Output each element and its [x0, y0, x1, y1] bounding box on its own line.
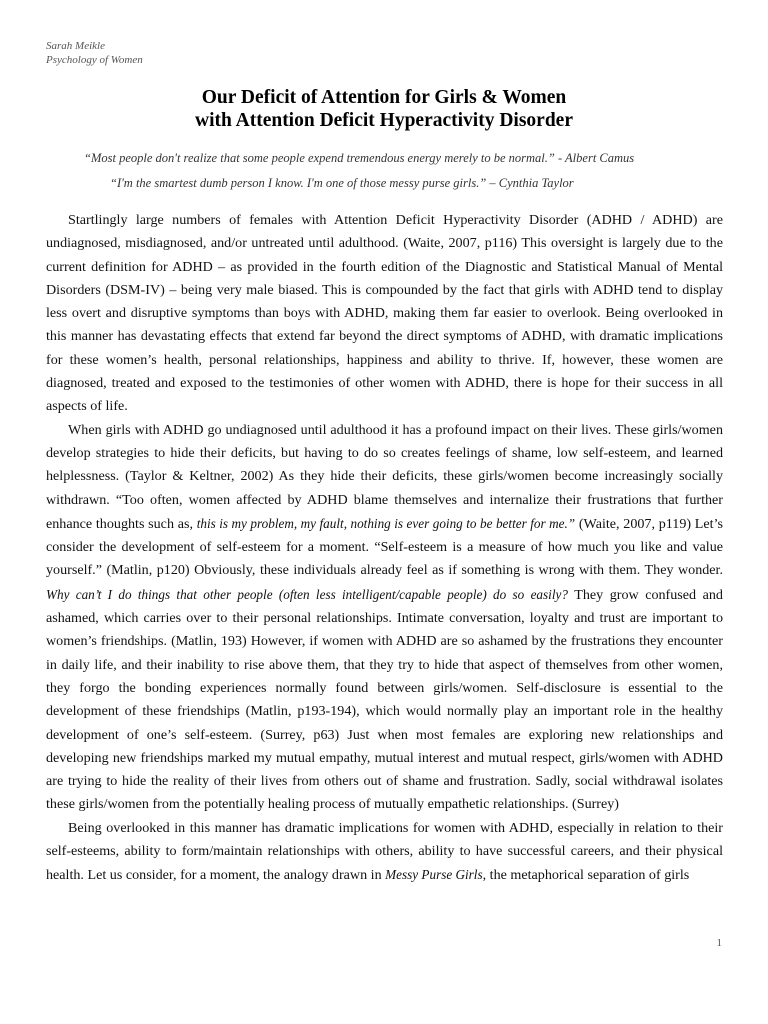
paragraph-2-italic-d: Why can’t I do things that other people (often less intelligent/capable people) do so easily? [46, 586, 568, 602]
title-line-1: Our Deficit of Attention for Girls & Women [201, 87, 567, 108]
page-number: 1 [716, 937, 722, 949]
epigraph-taylor: “I'm the smartest dumb person I know. I'm one of those messy purse girls.” – Cynthia Taylor [110, 176, 574, 190]
paragraph-2-text-e: They grow confused and ashamed, which carries over to their personal relationships. Intimate conversation, loyalty and trust are important to women’s friendships. (Matlin, 193) However, if women with ADHD are so ashamed by the frustrations they encounter in daily life, and their inability to rise above them, that they try to hide that aspect of themselves from other women, they forgo the bonding experiences normally found between girls/women. Self-disclosure is essential to the development of these friendships (Matlin, p193-194), which would normally play an important role in the healthy development of one’s self-esteem. (Surrey, p63) Just when most females are exploring new relationships and developing new friendships marked my mutual empathy, mutual interest and mutual respect, girls/women with ADHD are trying to hide the reality of their lives from others out of shame and frustration. Sadly, social withdrawal isolates these girls/women from the potentially healing process of mutually empathetic relationships. (Surrey) [46, 586, 723, 813]
paragraph-3-text-a: Being overlooked in this manner has dramatic implications for women with ADHD, especially in relation to their self-esteems, ability to form/maintain relationships with others, ability to have successful careers, and their physical health. Let us consider, for a moment, the analogy drawn in [46, 819, 723, 884]
paragraph-2-text-a: When girls with ADHD go undiagnosed until adulthood it has a profound impact on their lives. These girls/women develop strategies to hide their deficits, but having to do so creates feelings of shame, low self-esteem, and learned helplessness. (Taylor & Keltner, 2002) As they hide their deficits, these girls/women become increasingly socially withdrawn. “Too often, women affected by ADHD blame themselves and internalize their frustrations that further enhance thoughts such as, [46, 421, 723, 532]
paragraph-2-italic-a: this is my problem, my fault, nothing is ever going to be better for me.” [196, 515, 576, 531]
document-title [0, 86, 768, 132]
document-body [46, 209, 723, 888]
title-line-2: with Attention Deficit Hyperactivity Disorder [194, 110, 573, 131]
paragraph-3 [46, 817, 723, 888]
paragraph-3-italic-b: Messy Purse Girls [385, 867, 483, 883]
paragraph-3-text-c: , the metaphorical separation of girls [482, 867, 690, 884]
paragraph-2-text-c: (Waite, 2007, p119) Let’s consider the development of self-esteem for a moment. “Self-esteem is a measure of how much you like and value yourself.” (Matlin, p120) Obviously, these individuals already feel as if something is wrong with them. They wonder. [46, 515, 723, 579]
course-name: Psychology of Women [46, 54, 143, 66]
author-name: Sarah Meikle [46, 40, 105, 52]
epigraph-camus: “Most people don't realize that some people expend tremendous energy merely to be normal.” - Albert Camus [84, 151, 635, 165]
paragraph-1: Startlingly large numbers of females with Attention Deficit Hyperactivity Disorder (ADHD / ADHD) are undiagnosed, misdiagnosed, and/or untreated until adulthood. (Waite, 2007, p116) This oversight is largely due to the current definition for ADHD – as provided in the fourth edition of the Diagnostic and Statistical Manual of Mental Disorders (DSM-IV) – being very male biased. This is compounded by the fact that girls with ADHD tend to display less overt and disruptive symptoms than boys with ADHD, making them far easier to overlook. Being overlooked in this manner has devastating effects that extend far beyond the direct symptoms of ADHD, with dramatic implications for these women’s health, personal relationships, happiness and ability to thrive. If, however, these women are diagnosed, treated and exposed to the testimonies of other women with ADHD, there is hope for their success in all aspects of life. [46, 212, 723, 415]
paragraph-2 [46, 419, 723, 817]
document-header [46, 39, 143, 67]
